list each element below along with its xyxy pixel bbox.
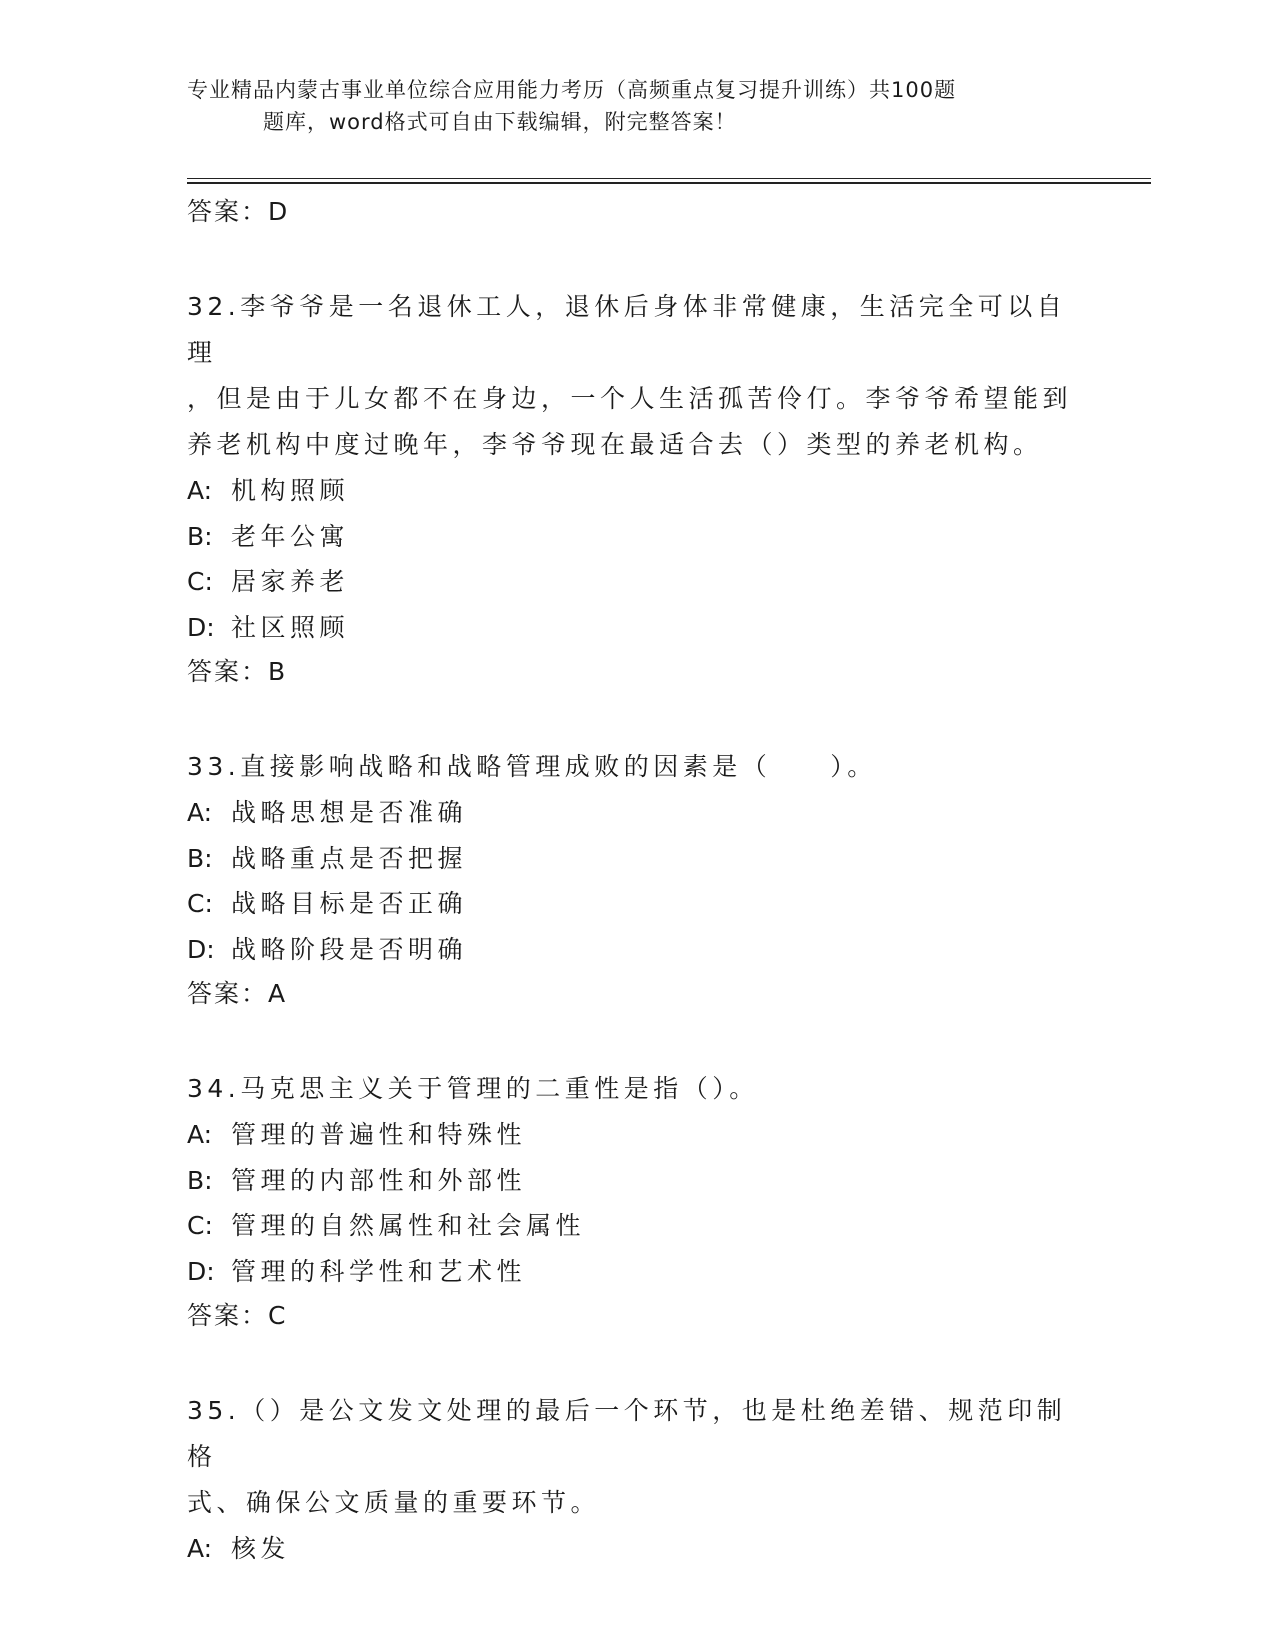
option-key: A: <box>187 476 213 505</box>
option-c <box>187 1203 1087 1249</box>
option-b <box>187 836 1087 882</box>
header-rule-thick <box>187 182 1151 184</box>
option-key: C: <box>187 567 213 596</box>
option-text: 管理的自然属性和社会属性 <box>231 1211 586 1240</box>
answer-line: 答案：B <box>187 657 288 686</box>
option-b <box>187 514 1087 560</box>
option-text: 管理的普遍性和特殊性 <box>231 1120 527 1149</box>
option-key: C: <box>187 1211 213 1240</box>
option-b <box>187 1158 1087 1204</box>
option-key: A: <box>187 1534 213 1563</box>
question-stem-line: 34.马克思主义关于管理的二重性是指（）。 <box>187 1074 759 1103</box>
option-text: 战略思想是否准确 <box>231 798 468 827</box>
option-a <box>187 790 1087 836</box>
option-d <box>187 1249 1087 1295</box>
option-d <box>187 927 1087 973</box>
option-text: 老年公寓 <box>231 521 350 551</box>
document-header <box>187 74 1067 138</box>
header-line-2: 题库，word格式可自由下载编辑，附完整答案！ <box>263 110 737 134</box>
question-33 <box>187 744 1087 1016</box>
option-key: C: <box>187 889 213 918</box>
option-c <box>187 881 1087 927</box>
question-stem-line: 式、确保公文质量的重要环节。 <box>187 1488 601 1517</box>
answer-line: 答案：A <box>187 979 288 1008</box>
question-stem-line: 32.李爷爷是一名退休工人，退休后身体非常健康，生活完全可以自理 <box>187 292 1067 367</box>
option-key: D: <box>187 934 215 964</box>
option-key: B: <box>187 843 213 873</box>
question-stem-line: 35.（）是公文发文处理的最后一个环节，也是杜绝差错、规范印制格 <box>187 1396 1067 1471</box>
option-text: 战略阶段是否明确 <box>231 934 468 964</box>
option-text: 管理的科学性和艺术性 <box>231 1256 527 1286</box>
question-stem-line: ，但是由于儿女都不在身边，一个人生活孤苦伶仃。李爷爷希望能到 <box>187 384 1073 413</box>
question-32 <box>187 284 1087 694</box>
option-c <box>187 559 1087 605</box>
option-key: A: <box>187 798 213 827</box>
option-key: D: <box>187 612 215 642</box>
option-d <box>187 605 1087 651</box>
question-35 <box>187 1388 1087 1572</box>
option-text: 居家养老 <box>231 567 350 596</box>
answer-line: 答案：D <box>187 197 290 226</box>
question-stem-line: 养老机构中度过晚年，李爷爷现在最适合去（）类型的养老机构。 <box>187 430 1043 459</box>
option-key: A: <box>187 1120 213 1149</box>
option-a <box>187 1526 1087 1572</box>
option-text: 管理的内部性和外部性 <box>231 1165 527 1195</box>
document-body <box>187 190 1087 1572</box>
option-text: 核发 <box>231 1534 291 1563</box>
option-a <box>187 1112 1087 1158</box>
option-key: B: <box>187 521 213 551</box>
option-text: 战略重点是否把握 <box>231 843 468 873</box>
question-stem-line: 33.直接影响战略和战略管理成败的因素是（ ）。 <box>187 752 877 781</box>
option-text: 社区照顾 <box>231 612 350 642</box>
option-text: 战略目标是否正确 <box>231 889 468 918</box>
option-text: 机构照顾 <box>231 476 350 505</box>
answer-line: 答案：C <box>187 1301 288 1330</box>
option-a <box>187 468 1087 514</box>
header-line-1: 专业精品内蒙古事业单位综合应用能力考历（高频重点复习提升训练）共100题 <box>187 78 957 102</box>
header-rule-thin <box>187 178 1151 179</box>
option-key: D: <box>187 1256 215 1286</box>
question-34 <box>187 1066 1087 1338</box>
option-key: B: <box>187 1165 213 1195</box>
